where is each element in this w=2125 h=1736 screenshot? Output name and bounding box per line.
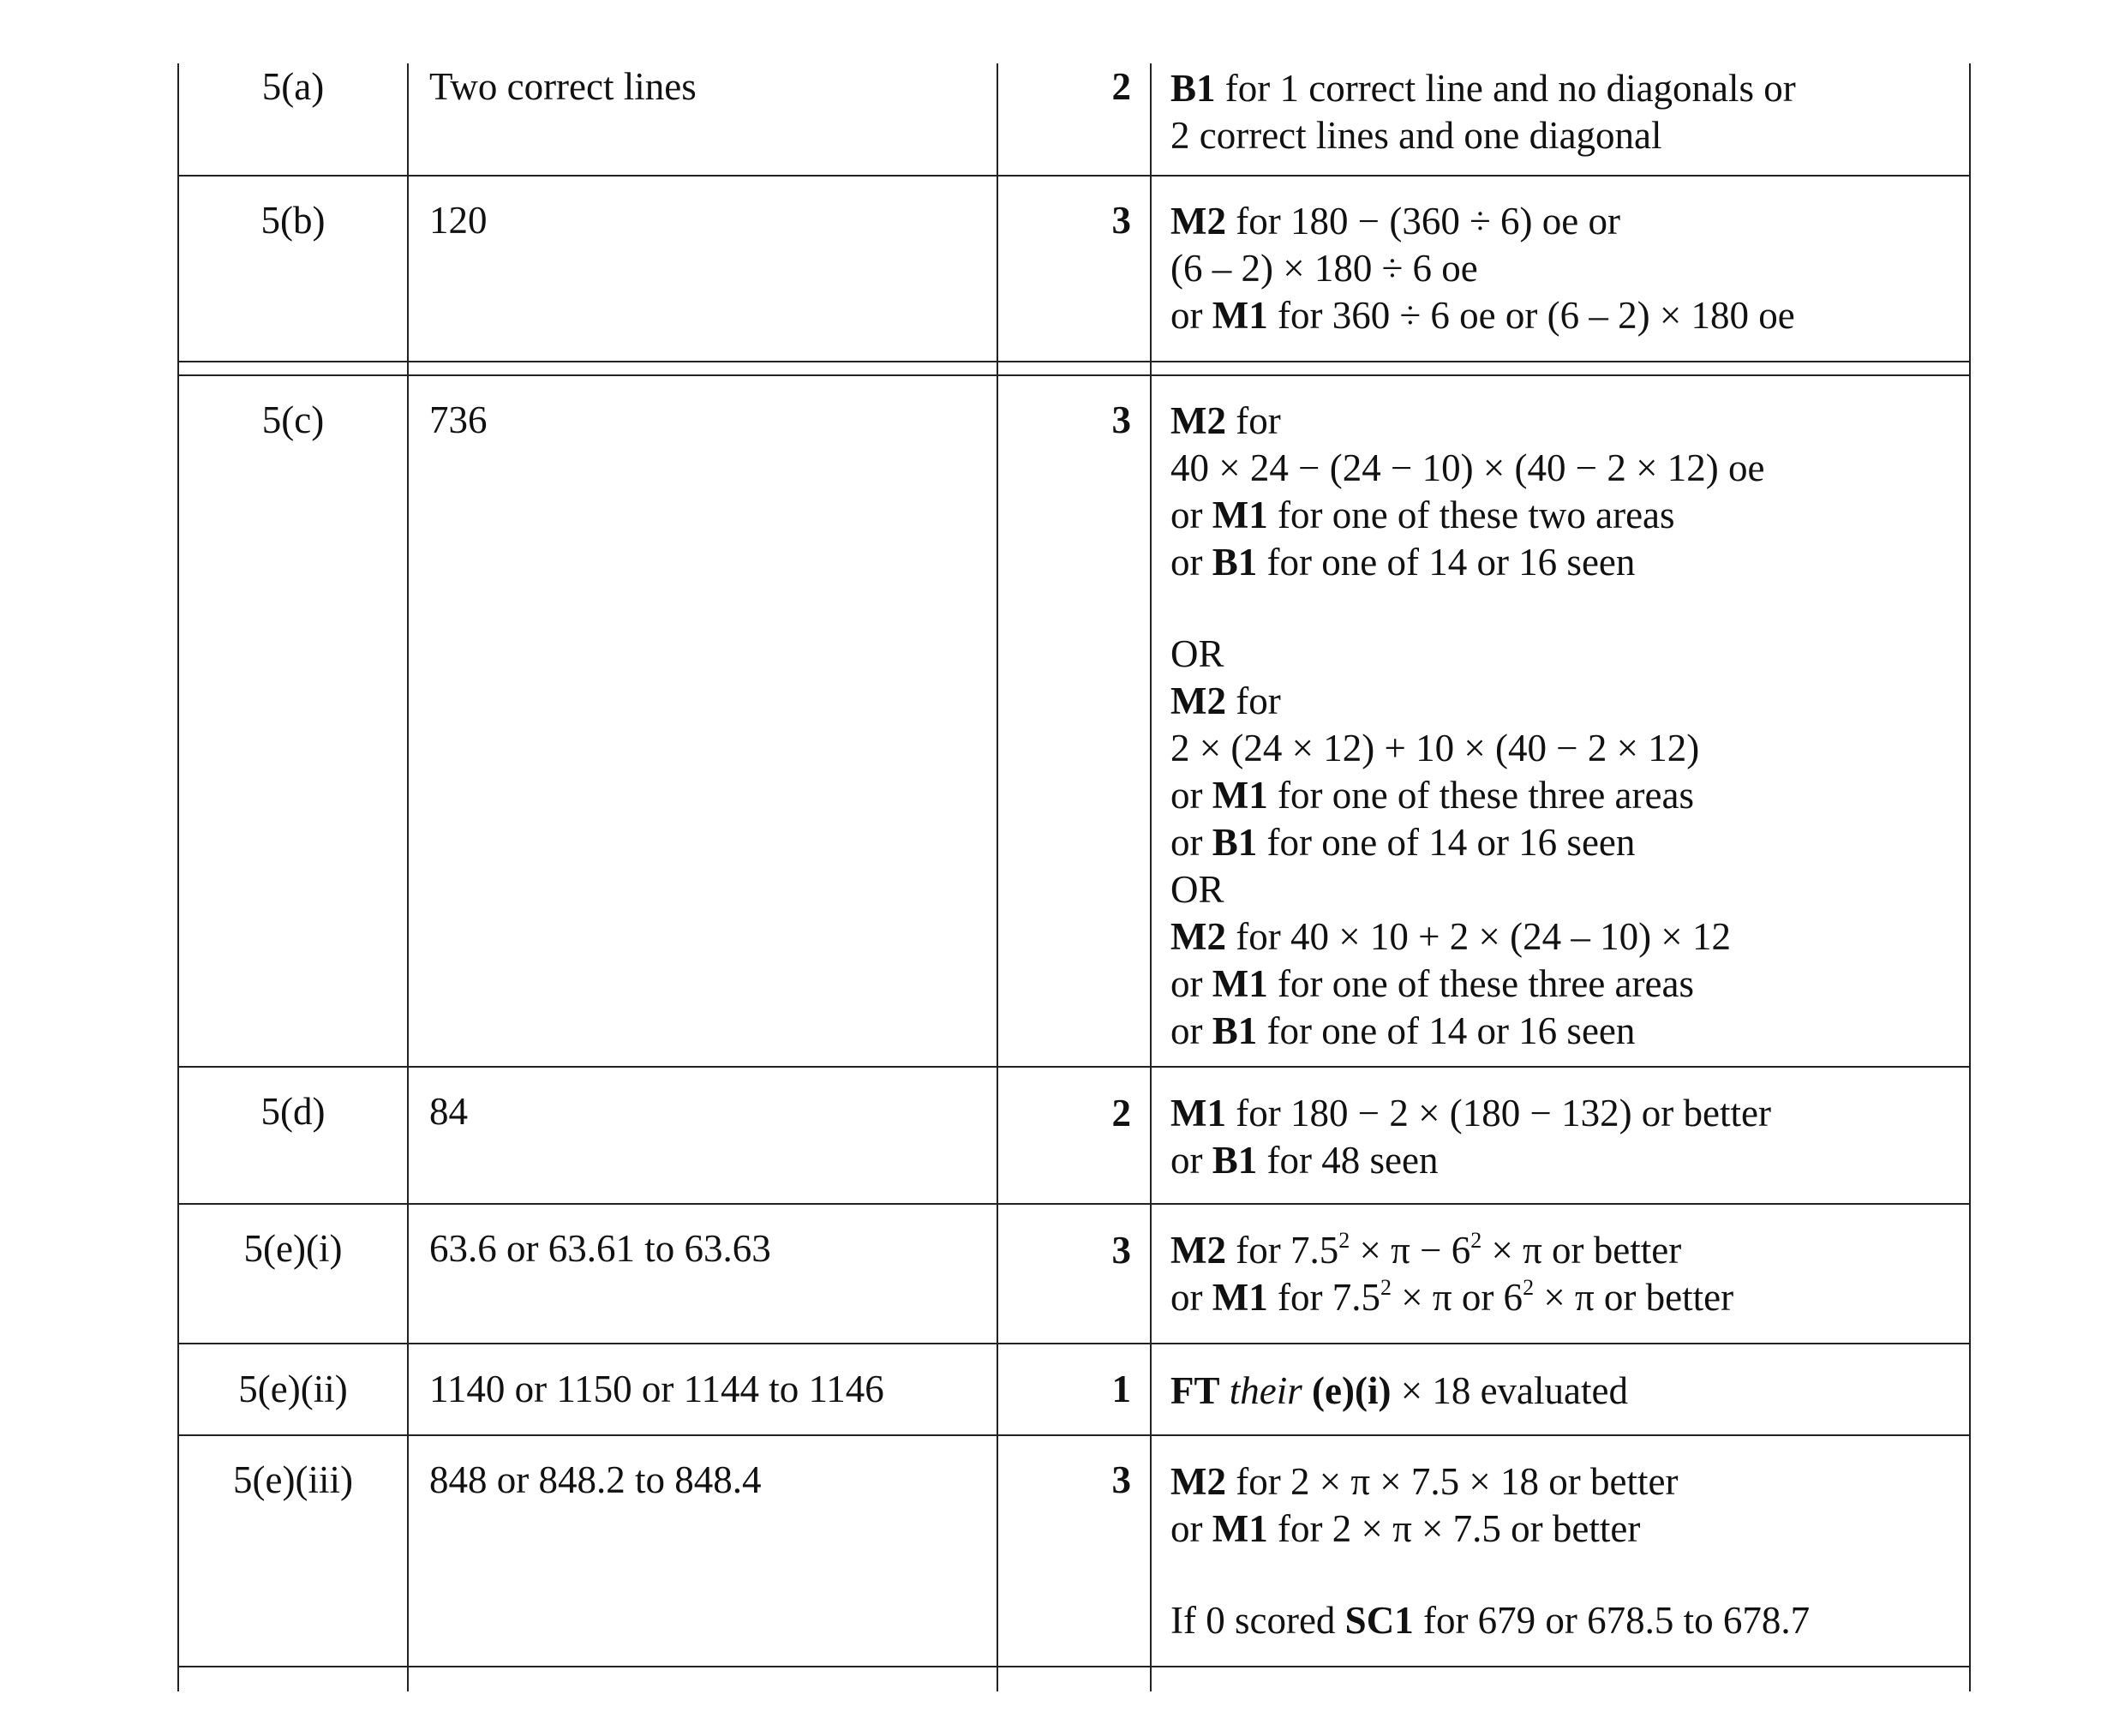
- notes-text: for 7.5: [1267, 1276, 1380, 1319]
- mark-code: M1: [1212, 1276, 1268, 1319]
- mark-code: B1: [1212, 541, 1258, 584]
- question-number: 5(d): [260, 1090, 326, 1133]
- notes-text: for 1 correct line and no diagonals or: [1215, 67, 1796, 110]
- notes-text: for 7.5: [1225, 1229, 1339, 1272]
- notes-text: × π or better: [1534, 1276, 1734, 1319]
- notes-line: [1170, 1368, 1628, 1415]
- superscript: 2: [1523, 1275, 1535, 1300]
- notes-line: [1170, 1458, 1810, 1506]
- notes-text: for 679 or 678.5 to 678.7: [1413, 1599, 1811, 1642]
- mark-code: M1: [1212, 774, 1268, 817]
- table-border-left: [177, 63, 179, 1691]
- notes-text: for 180 − 2 × (180 − 132) or better: [1225, 1092, 1771, 1134]
- mark-code: B1: [1170, 67, 1216, 110]
- guidance-notes: [1170, 65, 1796, 159]
- notes-line: [1170, 725, 1764, 772]
- notes-text: 2 × (24 × 12) + 10 × (40 − 2 × 12): [1170, 727, 1700, 769]
- notes-line: [1170, 772, 1764, 819]
- guidance-notes: [1170, 1368, 1628, 1415]
- mark-code: M2: [1170, 1229, 1226, 1272]
- notes-line: [1170, 913, 1764, 961]
- notes-text: × π or 6: [1391, 1276, 1523, 1319]
- notes-line: [1170, 1506, 1810, 1553]
- notes-text: × π or better: [1482, 1229, 1682, 1272]
- row-divider: [177, 1666, 1971, 1667]
- notes-blank-line: [1170, 586, 1764, 631]
- superscript: 2: [1338, 1228, 1350, 1253]
- notes-text: If 0 scored: [1170, 1599, 1345, 1642]
- notes-text: for 40 × 10 + 2 × (24 – 10) × 12: [1225, 915, 1731, 958]
- question-number: 5(c): [261, 398, 325, 441]
- mark-code: M1: [1170, 1092, 1226, 1134]
- marks: 2: [1111, 65, 1131, 108]
- notes-text: (6 – 2) × 180 ÷ 6 oe: [1170, 247, 1478, 290]
- notes-text: for 2 × π × 7.5 × 18 or better: [1225, 1460, 1679, 1503]
- notes-text: OR: [1170, 632, 1224, 675]
- notes-text: for: [1225, 679, 1281, 722]
- answer: 63.6 or 63.61 to 63.63: [429, 1227, 771, 1270]
- notes-line: [1170, 866, 1764, 913]
- notes-text: or: [1170, 1009, 1212, 1052]
- notes-text: for one of these two areas: [1267, 494, 1675, 536]
- mark-code: B1: [1212, 821, 1258, 864]
- column-divider-marks: [997, 63, 998, 1691]
- notes-text: for one of these three areas: [1267, 962, 1694, 1005]
- notes-line: [1170, 1274, 1733, 1321]
- notes-text: [1220, 1369, 1230, 1412]
- mark-code: (e)(i): [1312, 1369, 1392, 1412]
- notes-line: [1170, 1008, 1764, 1055]
- notes-line: [1170, 112, 1796, 159]
- row-divider: [177, 1343, 1971, 1344]
- question-number: 5(a): [261, 65, 325, 108]
- mark-code: B1: [1212, 1139, 1258, 1182]
- row-divider: [177, 175, 1971, 177]
- mark-code: B1: [1212, 1009, 1258, 1052]
- answer: 848 or 848.2 to 848.4: [429, 1458, 762, 1501]
- notes-line: [1170, 445, 1764, 492]
- notes-line: [1170, 245, 1795, 292]
- notes-line: [1170, 65, 1796, 112]
- row-divider: [177, 1066, 1971, 1068]
- row-divider: [177, 374, 1971, 376]
- notes-text: for one of 14 or 16 seen: [1257, 1009, 1636, 1052]
- mark-code: M2: [1170, 679, 1226, 722]
- mark-code: SC1: [1344, 1599, 1414, 1642]
- notes-text: × 18 evaluated: [1391, 1369, 1628, 1412]
- answer: 1140 or 1150 or 1144 to 1146: [429, 1368, 884, 1410]
- question-number: 5(b): [260, 199, 326, 242]
- notes-text: 40 × 24 − (24 − 10) × (40 − 2 × 12) oe: [1170, 446, 1765, 489]
- notes-line: [1170, 1597, 1810, 1644]
- notes-line: [1170, 819, 1764, 866]
- answer: 736: [429, 398, 488, 441]
- marks: 2: [1111, 1092, 1131, 1134]
- notes-line: [1170, 1137, 1771, 1184]
- row-divider: [177, 1203, 1971, 1205]
- guidance-notes: [1170, 198, 1795, 339]
- guidance-notes: [1170, 398, 1764, 1055]
- notes-text: or: [1170, 294, 1212, 337]
- marks: 3: [1111, 398, 1131, 441]
- mark-code: FT: [1170, 1369, 1220, 1412]
- answer: 84: [429, 1090, 468, 1133]
- notes-line: [1170, 292, 1795, 339]
- answer: 120: [429, 199, 488, 242]
- notes-text: for 180 − (360 ÷ 6) oe or: [1225, 200, 1620, 242]
- superscript: 2: [1470, 1228, 1482, 1253]
- marks: 3: [1111, 199, 1131, 242]
- notes-line: [1170, 539, 1764, 586]
- column-divider-notes: [1150, 63, 1152, 1691]
- notes-line: [1170, 961, 1764, 1008]
- notes-text: or: [1170, 1507, 1212, 1550]
- notes-text: 2 correct lines and one diagonal: [1170, 114, 1662, 157]
- notes-line: [1170, 492, 1764, 539]
- notes-text: or: [1170, 1139, 1212, 1182]
- notes-text: for 48 seen: [1257, 1139, 1439, 1182]
- notes-line: [1170, 1090, 1771, 1137]
- row-divider: [177, 1434, 1971, 1436]
- notes-text: or: [1170, 494, 1212, 536]
- notes-line: [1170, 678, 1764, 725]
- notes-line: [1170, 398, 1764, 445]
- mark-code: M1: [1212, 962, 1268, 1005]
- marks: 1: [1111, 1368, 1131, 1410]
- notes-text: [1302, 1369, 1312, 1412]
- mark-code: M2: [1170, 399, 1226, 442]
- notes-text: for one of 14 or 16 seen: [1257, 821, 1636, 864]
- table-border-right: [1969, 63, 1971, 1691]
- question-number: 5(e)(i): [243, 1227, 343, 1270]
- answer: Two correct lines: [429, 65, 697, 108]
- notes-text: OR: [1170, 868, 1224, 911]
- notes-text: for one of these three areas: [1267, 774, 1694, 817]
- notes-text: for: [1225, 399, 1281, 442]
- notes-text: for 360 ÷ 6 oe or (6 – 2) × 180 oe: [1267, 294, 1795, 337]
- guidance-notes: [1170, 1227, 1733, 1321]
- mark-code: M2: [1170, 1460, 1226, 1503]
- guidance-notes: [1170, 1458, 1810, 1644]
- notes-line: [1170, 198, 1795, 245]
- notes-line: [1170, 1227, 1733, 1274]
- guidance-notes: [1170, 1090, 1771, 1184]
- notes-text: or: [1170, 962, 1212, 1005]
- column-divider-answer: [407, 63, 409, 1691]
- notes-text: or: [1170, 821, 1212, 864]
- notes-text: or: [1170, 541, 1212, 584]
- marks: 3: [1111, 1458, 1131, 1501]
- row-divider: [177, 361, 1971, 362]
- mark-code: M2: [1170, 200, 1226, 242]
- question-number: 5(e)(ii): [238, 1368, 348, 1410]
- notes-text: or: [1170, 774, 1212, 817]
- superscript: 2: [1380, 1275, 1392, 1300]
- notes-line: [1170, 631, 1764, 678]
- notes-text: × π − 6: [1350, 1229, 1471, 1272]
- mark-code: M2: [1170, 915, 1226, 958]
- notes-text: for 2 × π × 7.5 or better: [1267, 1507, 1641, 1550]
- question-number: 5(e)(iii): [233, 1458, 353, 1501]
- mark-code: M1: [1212, 294, 1268, 337]
- mark-code: M1: [1212, 1507, 1268, 1550]
- marks: 3: [1111, 1229, 1131, 1272]
- notes-text: their: [1229, 1369, 1302, 1412]
- mark-code: M1: [1212, 494, 1268, 536]
- notes-text: for one of 14 or 16 seen: [1257, 541, 1636, 584]
- notes-text: or: [1170, 1276, 1212, 1319]
- notes-blank-line: [1170, 1553, 1810, 1597]
